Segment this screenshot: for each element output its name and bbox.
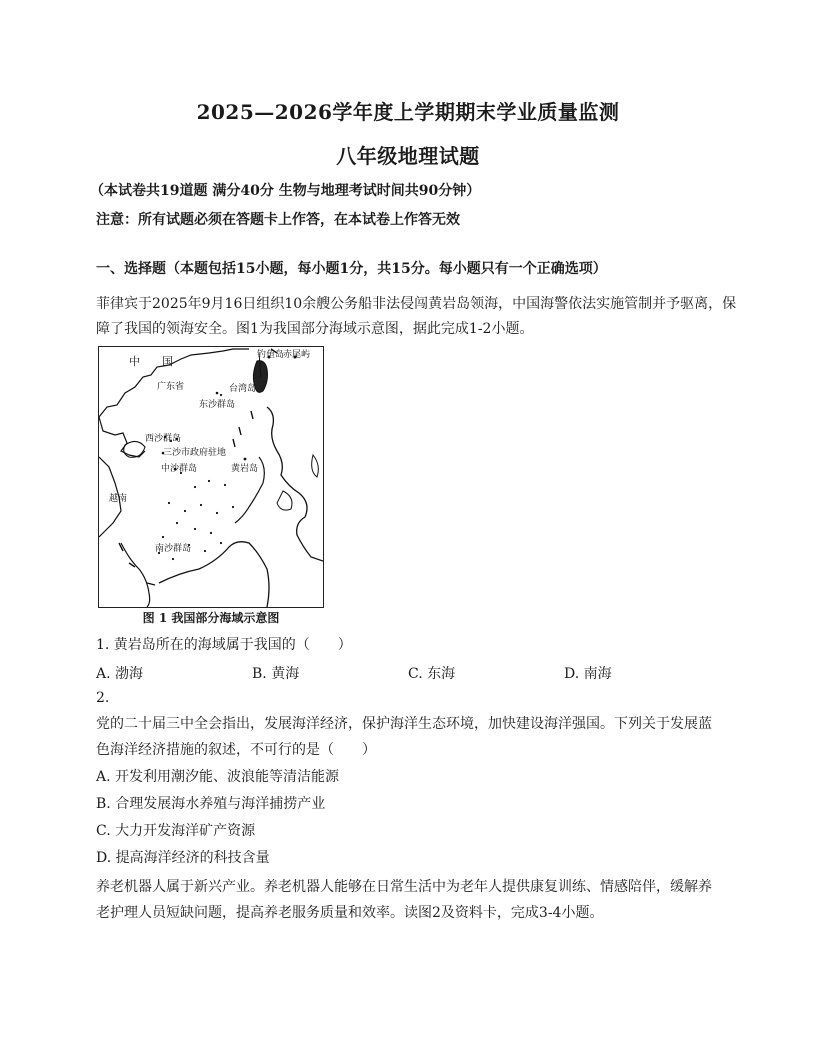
exam-subtitle: 八年级地理试题 xyxy=(336,144,480,168)
exam-notice: 注意：所有试题必须在答题卡上作答，在本试卷上作答无效 xyxy=(96,212,460,228)
exam-info: （本试卷共19道题 满分40分 生物与地理考试时间共90分钟） xyxy=(90,183,481,199)
label-yuenan: 越南 xyxy=(109,494,128,504)
malay-coastline xyxy=(121,543,150,607)
question-2-stem-line-1: 党的二十届三中全会指出，发展海洋经济，保护海洋生态环境，加快建设海洋强国。下列关于发展蓝 xyxy=(96,716,712,732)
q2-option-a: A. 开发利用潮汐能、波浪能等清洁能源 xyxy=(96,769,340,785)
q1-option-b: B. 黄海 xyxy=(252,666,300,682)
q2-option-b: B. 合理发展海水养殖与海洋捕捞产业 xyxy=(96,796,326,812)
intro-line-1: 菲律宾于2025年9月16日组织10余艘公务船非法侵闯黄岩岛领海，中国海警依法实施管制并予驱离，保 xyxy=(96,296,737,312)
label-chiwei: 赤尾屿 xyxy=(283,350,311,360)
island-shape xyxy=(277,491,292,510)
q1-option-a: A. 渤海 xyxy=(96,666,144,682)
passage-line-1: 养老机器人属于新兴产业。养老机器人能够在日常生活中为老年人提供康复训练、情感陪伴，缓解养 xyxy=(96,879,712,895)
intro-line-2: 障了我国的领海安全。图1为我国部分海域示意图，据此完成1-2小题。 xyxy=(96,321,534,337)
question-1-stem: 1. 黄岩岛所在的海域属于我国的（ ） xyxy=(96,637,352,653)
island-shape xyxy=(312,455,319,477)
passage-line-2: 老护理人员短缺问题，提高养老服务质量和效率。读图2及资料卡，完成3-4小题。 xyxy=(96,905,604,921)
map-drawing xyxy=(99,347,323,607)
label-sansha: 三沙市政府驻地 xyxy=(163,448,227,458)
label-guangdong: 广东省 xyxy=(157,382,185,392)
exam-title: 2025—2026学年度上学期期末学业质量监测 xyxy=(196,100,620,124)
label-xisha: 西沙群岛 xyxy=(145,434,182,444)
question-2-stem-line-2: 色海洋经济措施的叙述，不可行的是（ ） xyxy=(96,742,376,758)
label-nansha: 南沙群岛 xyxy=(155,544,192,554)
q1-option-d: D. 南海 xyxy=(564,666,612,682)
sea-area-map xyxy=(98,346,324,608)
q2-option-d: D. 提高海洋经济的科技含量 xyxy=(96,850,270,866)
island-dots xyxy=(158,392,247,560)
label-dongsha: 东沙群岛 xyxy=(199,400,236,410)
question-2-number: 2. xyxy=(96,690,110,706)
label-huangyan: 黄岩岛 xyxy=(231,464,259,474)
q2-option-c: C. 大力开发海洋矿产资源 xyxy=(96,823,256,839)
section-heading: 一、选择题（本题包括15小题，每小题1分，共15分。每小题只有一个正确选项） xyxy=(96,261,607,277)
figure-caption: 图 1 我国部分海域示意图 xyxy=(142,611,280,625)
south-coastline xyxy=(99,417,145,457)
philippines-coastline xyxy=(267,407,323,561)
label-taiwan: 台湾岛 xyxy=(229,384,257,394)
label-zhongsha: 中沙群岛 xyxy=(161,464,198,474)
label-diaoyu: 钓鱼岛 xyxy=(257,350,285,360)
q1-option-c: C. 东海 xyxy=(408,666,456,682)
label-china: 中 国 xyxy=(129,355,173,368)
